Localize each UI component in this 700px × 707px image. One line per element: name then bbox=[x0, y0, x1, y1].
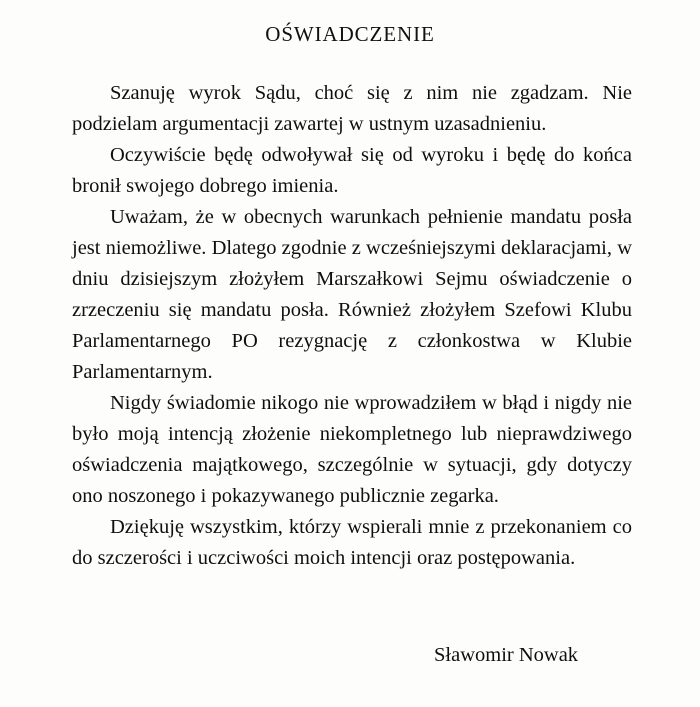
paragraph-1: Szanuję wyrok Sądu, choć się z nim nie zgadzam. Nie podzielam argumentacji zawartej w ustnym uzasadnieniu. bbox=[72, 82, 632, 135]
paragraph-5: Dziękuję wszystkim, którzy wspierali mnie z przekonaniem co do szczerości i uczciwości moich intencji oraz postępowania. bbox=[72, 516, 632, 569]
signature: Sławomir Nowak bbox=[434, 644, 579, 666]
paragraph-4: Nigdy świadomie nikogo nie wprowadziłem w błąd i nigdy nie było moją intencją złożenie niekompletnego lub nieprawdziwego oświadczenia majątkowego, szczególnie w sytuacji, gdy dotyczy ono noszonego i pokazywanego publicznie zegarka. bbox=[72, 392, 632, 507]
paragraph-2: Oczywiście będę odwoływał się od wyroku i będę do końca bronił swojego dobrego imienia. bbox=[72, 144, 632, 197]
paragraph-3: Uważam, że w obecnych warunkach pełnienie mandatu posła jest niemożliwe. Dlatego zgodnie z wcześniejszymi deklaracjami, w dniu dzisiejszym złożyłem Marszałkowi Sejmu oświadczenie o zrzeczeniu się mandatu posła. Również złożyłem Szefowi Klubu Parlamentarnego PO rezygnację z członkostwa w Klubie Parlamentarnym. bbox=[72, 206, 632, 383]
page-title: OŚWIADCZENIE bbox=[265, 22, 435, 46]
document-body bbox=[72, 78, 632, 574]
